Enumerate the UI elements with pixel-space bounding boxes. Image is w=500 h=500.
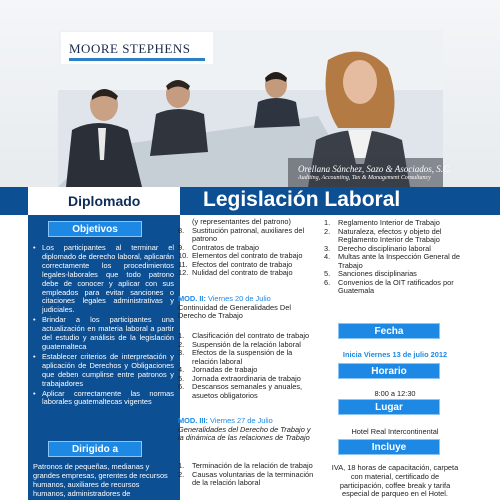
list-item: 1. Reglamento Interior de Trabajo bbox=[324, 218, 440, 227]
incluye-heading: Incluye bbox=[338, 439, 440, 455]
dirigido-text: Patronos de pequeñas, medianas y grandes empresas, gerentes de recursos humanos, auxiliares de recursos humanos, administradores de bbox=[33, 462, 168, 498]
firm-tagline: Auditing, Accounting, Tax & Management Consultancy bbox=[298, 175, 431, 181]
module-3-subtitle: Generalidades del Derecho de Trabajo y la dinámica de las relaciones de Trabajo bbox=[178, 424, 311, 443]
list-item: • Los participantes al terminar el diplomado de derecho laboral, aplicarán correctamente los procedimientos legales-laborales que todo patrono debe de conocer y aplicar con sus empleados para evitar sanciones o citaciones legales administrativas y judiciales. bbox=[31, 244, 174, 315]
list-item: 3. Efectos de la suspensión de la relación laboral bbox=[178, 348, 293, 366]
list-item: 12. Nulidad del contrato de trabajo bbox=[178, 268, 293, 277]
reglamento-list bbox=[324, 219, 468, 296]
list-item: 2. Suspensión de la relación laboral bbox=[178, 339, 301, 349]
horario-heading: Horario bbox=[338, 363, 440, 379]
module-3-title: MOD. III: bbox=[178, 416, 208, 425]
list-item: 5. Sanciones disciplinarias bbox=[324, 269, 417, 278]
page-title: Legislación Laboral bbox=[203, 188, 401, 211]
fecha-heading: Fecha bbox=[338, 323, 440, 339]
objetivos-list bbox=[31, 244, 174, 408]
list-item: • Establecer criterios de interpretación y aplicación de Derechos y Obligaciones que deben cumplirse entre patronos y trabajadores bbox=[31, 353, 174, 389]
module-2-date: Viernes 20 de Julio bbox=[207, 294, 271, 303]
fecha-value: Inicia Viernes 13 de julio 2012 bbox=[342, 350, 448, 359]
logo-text: MOORE STEPHENS bbox=[69, 41, 191, 56]
list-item: 4. Multas ante la Inspección General de Trabajo bbox=[324, 252, 461, 270]
list-item: 6. Descansos semanales y anuales, asuetos obligatorios bbox=[178, 382, 303, 400]
list-item: 9. Contratos de trabajo bbox=[178, 242, 259, 252]
lugar-heading: Lugar bbox=[338, 399, 440, 415]
list-item: 1. Clasificación del contrato de trabajo bbox=[178, 331, 310, 340]
left-column bbox=[28, 215, 180, 500]
list-item: 5. Jornada extraordinaria de trabajo bbox=[178, 373, 301, 383]
list-item: • Brindar a los participantes una actualización en materia laboral a partir del estudio y análisis de la legislación guatemalteca bbox=[31, 316, 174, 352]
band-left-box bbox=[28, 187, 180, 215]
list-item: • Aplicar correctamente las normas laborales guatemaltecas vigentes bbox=[31, 390, 174, 408]
lugar-value: Hotel Real Intercontinental bbox=[351, 427, 439, 436]
module-3-header bbox=[178, 417, 316, 443]
list-item: 2. Naturaleza, efectos y objeto del Reglamento Interior de Trabajo bbox=[324, 226, 442, 244]
incluye-text: IVA, 18 horas de capacitación, carpeta con material, certificado de participación, coffee break y tarifa especial de parqueo en el Hotel. bbox=[331, 463, 459, 499]
module-2-header bbox=[178, 295, 316, 321]
firm-signature bbox=[298, 164, 451, 181]
module-2-list bbox=[178, 332, 318, 400]
module-2-title: MOD. II: bbox=[178, 294, 206, 303]
horario-value: 8:00 a 12:30 bbox=[374, 389, 416, 398]
logo-underline bbox=[69, 58, 205, 61]
list-item: 2. Causas voluntarias de la terminación de la relación laboral bbox=[178, 469, 314, 487]
hero-photo bbox=[0, 0, 500, 187]
module-3-list bbox=[178, 462, 318, 488]
contract-list bbox=[178, 218, 318, 278]
list-item: 11. Efectos del contrato de trabajo bbox=[178, 259, 293, 269]
middle-column bbox=[172, 215, 320, 500]
title-band bbox=[0, 187, 500, 215]
moore-stephens-logo bbox=[61, 32, 213, 64]
diplomado-label: Diplomado bbox=[68, 193, 141, 209]
list-item: 8. Sustitución patronal, auxiliares del patrono bbox=[178, 225, 305, 243]
list-item: 3. Derecho disciplinario laboral bbox=[324, 243, 431, 253]
objetivos-heading: Objetivos bbox=[48, 221, 142, 237]
list-item: 10. Elementos del contrato de trabajo bbox=[178, 251, 303, 260]
module-3-date: Viernes 27 de Julio bbox=[210, 416, 273, 425]
module-2-subtitle: Continuidad de Generalidades Del Derecho de Trabajo bbox=[178, 302, 291, 321]
right-column bbox=[320, 215, 470, 500]
firm-name: Orellana Sánchez, Sazo & Asociados, S.C. bbox=[298, 164, 452, 174]
list-item: 1. Terminación de la relación de trabajo bbox=[178, 461, 313, 470]
list-item: 6. Convenios de la OIT ratificados por Guatemala bbox=[324, 277, 454, 295]
dirigido-heading: Dirigido a bbox=[48, 441, 142, 457]
list-item: (y representantes del patrono) bbox=[192, 217, 292, 226]
list-item: 4. Jornadas de trabajo bbox=[178, 365, 258, 374]
